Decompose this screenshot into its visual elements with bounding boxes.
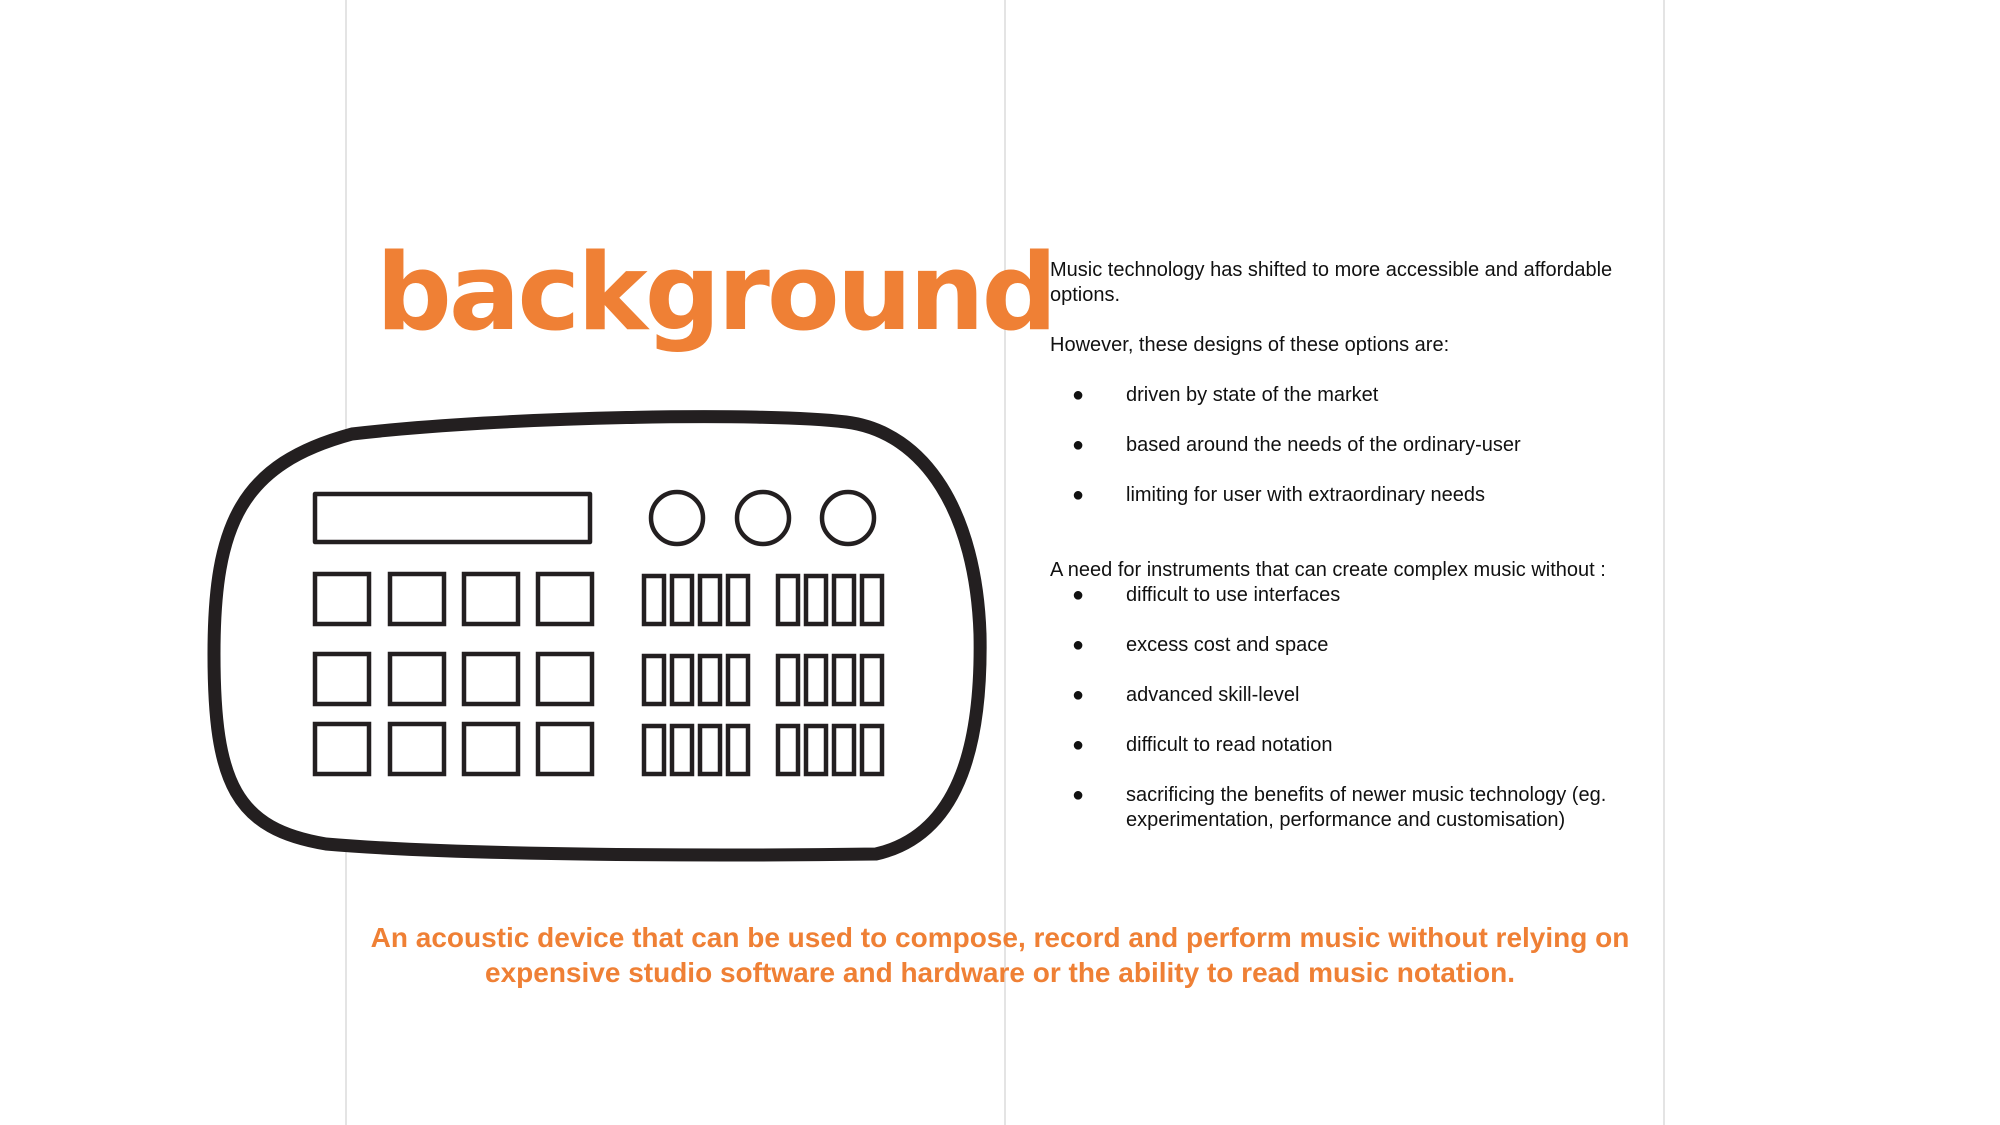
list-item: ● driven by state of the market bbox=[1072, 384, 1379, 406]
list-item: ● based around the needs of the ordinary-user bbox=[1072, 434, 1521, 456]
options-bullet-list bbox=[1050, 383, 1630, 508]
device-body bbox=[214, 417, 980, 855]
need-paragraph: A need for instruments that can create complex music without : bbox=[1050, 559, 1606, 581]
music-device-sketch-icon bbox=[206, 404, 988, 864]
bullet-icon: ● bbox=[1072, 384, 1085, 406]
list-item: ● advanced skill-level bbox=[1072, 684, 1300, 706]
list-item: ● sacrificing the benefits of newer music technology (eg. experimentation, performance and customisation) bbox=[1072, 784, 1607, 831]
bullet-icon: ● bbox=[1072, 634, 1085, 656]
list-item: ● excess cost and space bbox=[1072, 634, 1329, 656]
list-item: ● limiting for user with extraordinary needs bbox=[1072, 484, 1486, 506]
bullet-icon: ● bbox=[1072, 784, 1085, 806]
text-column bbox=[1050, 258, 1630, 833]
needs-bullet-list bbox=[1050, 583, 1630, 833]
summary-statement: An acoustic device that can be used to compose, record and perform music without relying on expensive studio software and hardware or the ability to read music notation. bbox=[370, 922, 1630, 988]
list-item: ● difficult to read notation bbox=[1072, 734, 1333, 756]
bullet-icon: ● bbox=[1072, 584, 1085, 606]
bullet-icon: ● bbox=[1072, 684, 1085, 706]
page-title: background bbox=[376, 231, 1055, 354]
bullet-icon: ● bbox=[1072, 734, 1085, 756]
list-item: ● difficult to use interfaces bbox=[1072, 584, 1341, 606]
guide-line-right bbox=[1663, 0, 1665, 1125]
intro-paragraph: Music technology has shifted to more accessible and affordable options. bbox=[1050, 259, 1613, 306]
bullet-icon: ● bbox=[1072, 434, 1085, 456]
intro-subheading: However, these designs of these options are: bbox=[1050, 334, 1450, 356]
bullet-icon: ● bbox=[1072, 484, 1085, 506]
